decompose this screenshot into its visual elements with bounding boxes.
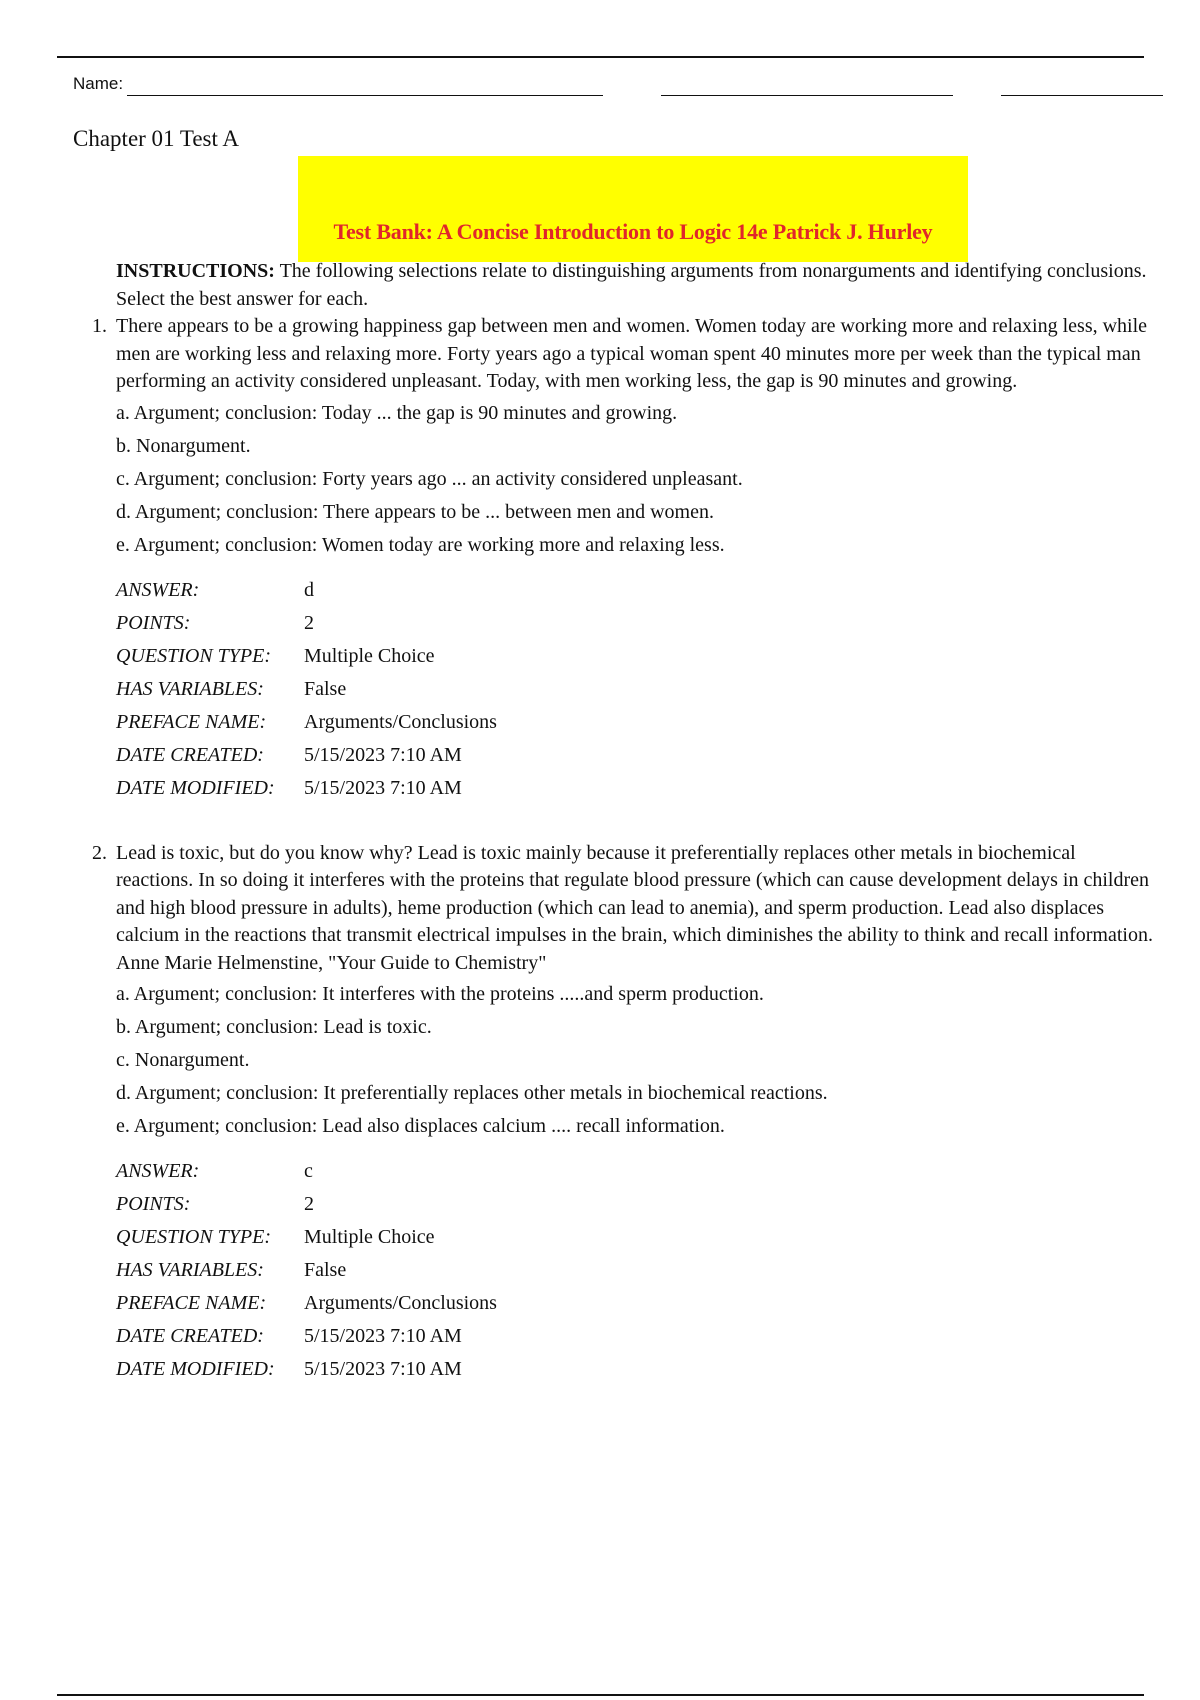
date-created-value: 5/15/2023 7:10 AM xyxy=(304,743,462,766)
question-type-value: Multiple Choice xyxy=(304,1226,435,1248)
question-2 xyxy=(92,840,1156,1390)
question-text: There appears to be a growing happiness gap between men and women. Women today are working more and relaxing less, while men are working less and relaxing more. Forty years ago a typical woman spent 40 minutes more per week than the typical man performing an activity considered unpleasant. Today, with men working less, the gap is 90 minutes and growing. xyxy=(116,315,1148,392)
has-variables-row xyxy=(116,676,1156,709)
answer-choices xyxy=(116,400,1156,565)
choice-a: a. Argument; conclusion: Today ... the gap is 90 minutes and growing. xyxy=(116,401,678,424)
choice-a: a. Argument; conclusion: It interferes with the proteins .....and sperm production. xyxy=(116,983,764,1005)
preface-name-value: Arguments/Conclusions xyxy=(304,1292,497,1314)
answer-label: ANSWER: xyxy=(116,1160,200,1182)
choice-d: d. Argument; conclusion: It preferentially replaces other metals in biochemical reactions. xyxy=(116,1082,828,1104)
choice-e: e. Argument; conclusion: Lead also displaces calcium .... recall information. xyxy=(116,1115,725,1137)
points-label: POINTS: xyxy=(116,611,191,634)
instructions-label: INSTRUCTIONS: xyxy=(116,260,275,282)
has-variables-row xyxy=(116,1257,1156,1290)
has-variables-label: HAS VARIABLES: xyxy=(116,1259,264,1281)
date-created-row xyxy=(116,1323,1156,1356)
answer-row xyxy=(116,577,1156,610)
preface-name-row xyxy=(116,709,1156,742)
choice-c: c. Argument; conclusion: Forty years ago ... an activity considered unpleasant. xyxy=(116,467,743,490)
question-type-row xyxy=(116,643,1156,676)
question-source: Anne Marie Helmenstine, "Your Guide to Chemistry" xyxy=(116,951,547,974)
preface-name-label: PREFACE NAME: xyxy=(116,710,267,733)
name-line xyxy=(127,95,603,96)
points-label: POINTS: xyxy=(116,1193,191,1215)
answer-label: ANSWER: xyxy=(116,578,200,601)
question-metadata xyxy=(116,577,1156,808)
question-type-row xyxy=(116,1224,1156,1257)
instructions-text: The following selections relate to distinguishing arguments from nonarguments and identifying conclusions. Select the best answer for each. xyxy=(116,260,1147,310)
choice-e: e. Argument; conclusion: Women today are working more and relaxing less. xyxy=(116,533,725,556)
blank-line-2 xyxy=(661,95,953,96)
date-modified-label: DATE MODIFIED: xyxy=(116,1358,275,1380)
answer-choices xyxy=(116,981,1156,1146)
points-row xyxy=(116,1191,1156,1224)
question-number: 1. xyxy=(92,315,107,337)
date-modified-label: DATE MODIFIED: xyxy=(116,776,275,799)
date-modified-row xyxy=(116,1356,1156,1389)
test-content xyxy=(92,258,1156,1389)
title-banner xyxy=(298,156,968,262)
question-number: 2. xyxy=(92,841,107,864)
question-1 xyxy=(92,313,1156,808)
date-created-label: DATE CREATED: xyxy=(116,1325,264,1347)
blank-line-3 xyxy=(1001,95,1163,96)
answer-value: d xyxy=(304,578,314,601)
preface-name-value: Arguments/Conclusions xyxy=(304,710,497,733)
choice-d: d. Argument; conclusion: There appears to be ... between men and women. xyxy=(116,500,714,523)
answer-value: c xyxy=(304,1160,313,1182)
has-variables-label: HAS VARIABLES: xyxy=(116,677,264,700)
answer-row xyxy=(116,1158,1156,1191)
question-type-label: QUESTION TYPE: xyxy=(116,644,272,667)
points-value: 2 xyxy=(304,1193,314,1215)
date-modified-value: 5/15/2023 7:10 AM xyxy=(304,776,462,799)
top-rule xyxy=(57,56,1144,58)
date-created-label: DATE CREATED: xyxy=(116,743,264,766)
question-type-label: QUESTION TYPE: xyxy=(116,1226,272,1248)
chapter-title: Chapter 01 Test A xyxy=(73,126,239,151)
question-metadata xyxy=(116,1158,1156,1389)
points-row xyxy=(116,610,1156,643)
instructions xyxy=(116,258,1156,313)
choice-b: b. Argument; conclusion: Lead is toxic. xyxy=(116,1016,432,1038)
preface-name-row xyxy=(116,1290,1156,1323)
question-type-value: Multiple Choice xyxy=(304,644,435,667)
bottom-rule xyxy=(57,1694,1144,1696)
banner-title: Test Bank: A Concise Introduction to Logic 14e Patrick J. Hurley xyxy=(333,219,933,244)
date-modified-value: 5/15/2023 7:10 AM xyxy=(304,1358,462,1380)
question-text: Lead is toxic, but do you know why? Lead is toxic mainly because it preferentially replaces other metals in biochemical reactions. In so doing it interferes with the proteins that regulate blood pressure (which can cause development delays in children and high blood pressure in adults), heme production (which can lead to anemia), and sperm production. Lead also displaces calcium in the reactions that transmit electrical impulses in the brain, which diminishes the ability to think and recall information. xyxy=(116,841,1153,946)
has-variables-value: False xyxy=(304,1259,347,1281)
choice-c: c. Nonargument. xyxy=(116,1049,250,1071)
has-variables-value: False xyxy=(304,677,347,700)
date-created-value: 5/15/2023 7:10 AM xyxy=(304,1325,462,1347)
name-label: Name: xyxy=(73,74,124,93)
date-modified-row xyxy=(116,775,1156,808)
choice-b: b. Nonargument. xyxy=(116,434,251,457)
date-created-row xyxy=(116,742,1156,775)
points-value: 2 xyxy=(304,611,314,634)
preface-name-label: PREFACE NAME: xyxy=(116,1292,267,1314)
